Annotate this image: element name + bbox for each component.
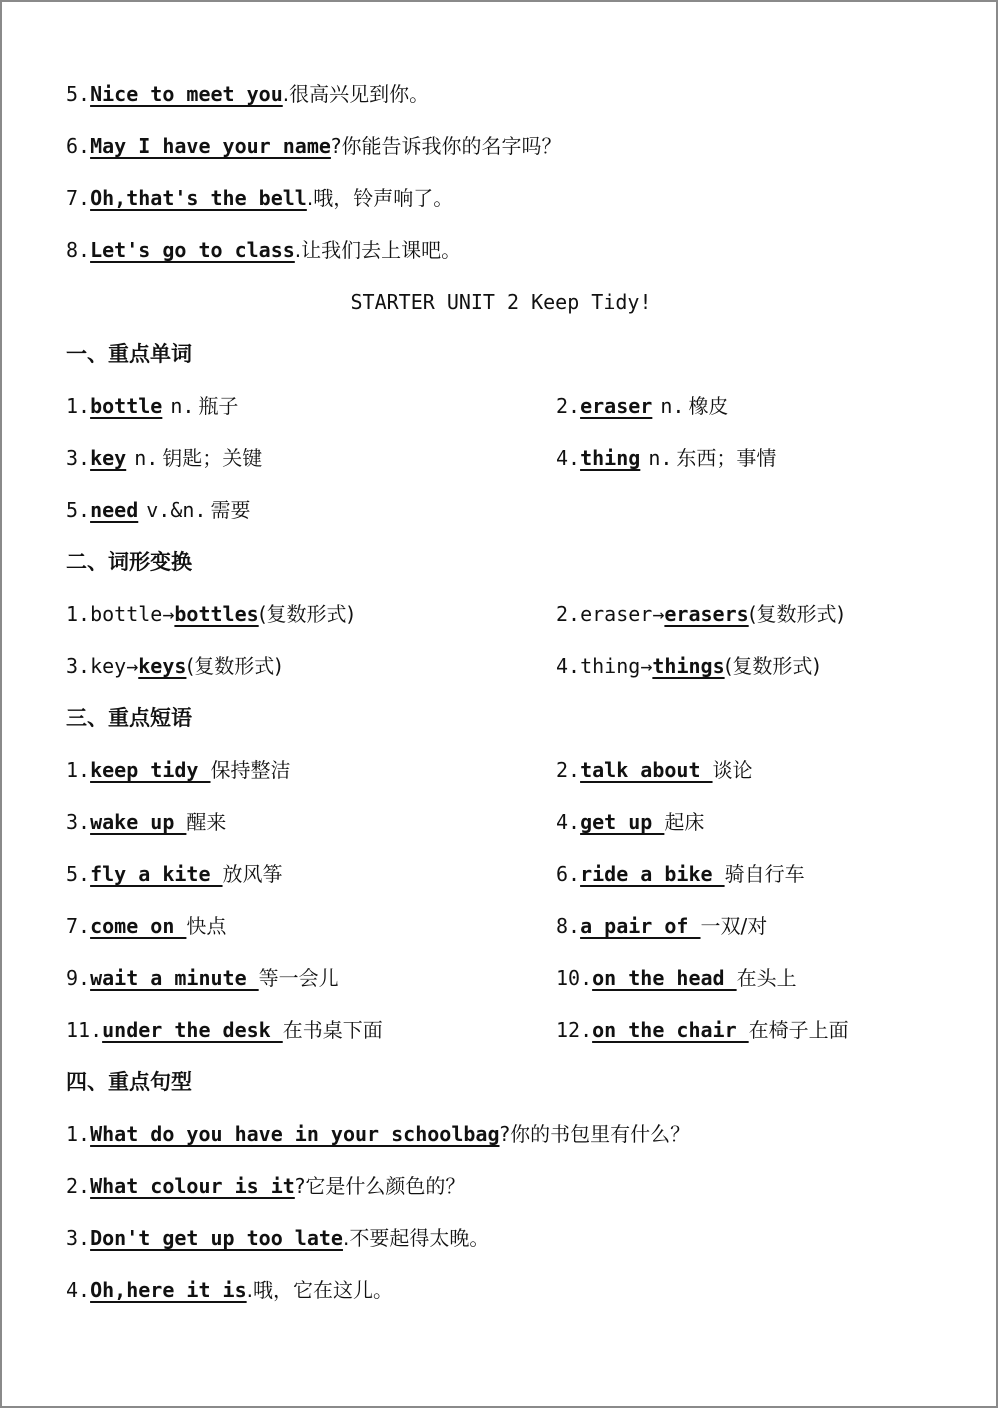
part-of-speech: v.&n. xyxy=(146,498,207,522)
word-item xyxy=(556,391,728,421)
item-number: 4. xyxy=(556,654,581,678)
item-number: 4. xyxy=(66,1278,91,1302)
chinese-meaning: 钥匙；关键 xyxy=(162,446,263,470)
answer-text: What do you have in your schoolbag xyxy=(90,1122,500,1146)
base-word: bottle xyxy=(90,602,163,626)
item-number: 1. xyxy=(66,602,91,626)
answer-text: bottle xyxy=(90,394,163,418)
item-number: 8. xyxy=(556,914,581,938)
answer-text: talk about xyxy=(580,758,713,782)
answer-text: Nice to meet you xyxy=(90,82,283,106)
chinese-translation: .让我们去上课吧。 xyxy=(294,238,462,262)
answer-text: What colour is it xyxy=(90,1174,295,1198)
chinese-meaning: 在头上 xyxy=(736,966,797,990)
answer-text: on the head xyxy=(592,966,737,990)
sentence-item xyxy=(66,1119,690,1149)
chinese-meaning: 在椅子上面 xyxy=(748,1018,849,1042)
answer-text: need xyxy=(90,498,139,522)
item-number: 12. xyxy=(556,1018,593,1042)
chinese-meaning: 一双/对 xyxy=(700,914,768,938)
phrase-item xyxy=(556,755,753,785)
answer-text: a pair of xyxy=(580,914,701,938)
word-item xyxy=(556,443,776,473)
item-number: 2. xyxy=(556,758,581,782)
answer-text: key xyxy=(90,446,127,470)
right-arrow-icon: → xyxy=(652,602,665,626)
phrase-item xyxy=(556,859,805,889)
answer-text: thing xyxy=(580,446,641,470)
item-number: 8. xyxy=(66,238,91,262)
chinese-translation: .哦，它在这儿。 xyxy=(246,1278,393,1302)
answer-text: keys xyxy=(138,654,187,678)
answer-text: Don't get up too late xyxy=(90,1226,343,1250)
item-number: 5. xyxy=(66,498,91,522)
answer-text: fly a kite xyxy=(90,862,223,886)
item-number: 7. xyxy=(66,914,91,938)
item-number: 6. xyxy=(556,862,581,886)
chinese-meaning: 谈论 xyxy=(712,758,753,782)
sentence-item xyxy=(66,235,461,265)
chinese-meaning: 瓶子 xyxy=(198,394,239,418)
item-number: 5. xyxy=(66,862,91,886)
form-note: (复数形式) xyxy=(748,602,845,626)
item-number: 5. xyxy=(66,82,91,106)
answer-text: come on xyxy=(90,914,187,938)
sentence-item xyxy=(66,131,562,161)
phrase-item xyxy=(66,911,226,941)
answer-text: wait a minute xyxy=(90,966,259,990)
phrase-item xyxy=(66,963,339,993)
phrase-item xyxy=(556,807,704,837)
phrase-item xyxy=(66,1015,383,1045)
right-arrow-icon: → xyxy=(640,654,653,678)
form-item xyxy=(556,651,820,681)
phrase-item xyxy=(66,807,226,837)
base-word: thing xyxy=(580,654,641,678)
item-number: 2. xyxy=(556,394,581,418)
chinese-translation: ?它是什么颜色的？ xyxy=(294,1174,466,1198)
phrase-item xyxy=(556,1015,849,1045)
answer-text: wake up xyxy=(90,810,187,834)
phrase-item xyxy=(556,963,797,993)
part-of-speech: n. xyxy=(648,446,673,470)
section-heading-forms: 二、词形变换 xyxy=(66,550,192,574)
sentence-item xyxy=(66,1171,465,1201)
chinese-translation: .不要起得太晚。 xyxy=(342,1226,490,1250)
chinese-meaning: 保持整洁 xyxy=(210,758,291,782)
phrase-item xyxy=(66,859,283,889)
answer-text: Oh,here it is xyxy=(90,1278,247,1302)
item-number: 3. xyxy=(66,810,91,834)
part-of-speech: n. xyxy=(660,394,685,418)
unit-title: STARTER UNIT 2 Keep Tidy! xyxy=(350,290,652,314)
form-item xyxy=(556,599,844,629)
item-number: 6. xyxy=(66,134,91,158)
answer-text: May I have your name xyxy=(90,134,331,158)
word-item xyxy=(66,443,262,473)
sentence-item xyxy=(66,1223,489,1253)
item-number: 1. xyxy=(66,758,91,782)
chinese-meaning: 醒来 xyxy=(186,810,227,834)
chinese-meaning: 东西；事情 xyxy=(676,446,777,470)
right-arrow-icon: → xyxy=(162,602,175,626)
item-number: 11. xyxy=(66,1018,103,1042)
form-item xyxy=(66,651,282,681)
answer-text: under the desk xyxy=(102,1018,283,1042)
item-number: 4. xyxy=(556,810,581,834)
phrase-item xyxy=(66,755,291,785)
form-note: (复数形式) xyxy=(724,654,821,678)
phrase-item xyxy=(556,911,767,941)
chinese-meaning: 橡皮 xyxy=(688,394,729,418)
item-number: 10. xyxy=(556,966,593,990)
form-note: (复数形式) xyxy=(258,602,355,626)
chinese-meaning: 在书桌下面 xyxy=(282,1018,383,1042)
answer-text: keep tidy xyxy=(90,758,211,782)
item-number: 3. xyxy=(66,654,91,678)
answer-text: things xyxy=(652,654,725,678)
chinese-translation: ?你能告诉我你的名字吗？ xyxy=(330,134,562,158)
sentence-item xyxy=(66,1275,393,1305)
word-item xyxy=(66,495,250,525)
section-heading-phrases: 三、重点短语 xyxy=(66,706,192,730)
form-item xyxy=(66,599,354,629)
word-item xyxy=(66,391,238,421)
chinese-meaning: 放风筝 xyxy=(222,862,283,886)
chinese-meaning: 需要 xyxy=(210,498,251,522)
answer-text: erasers xyxy=(664,602,749,626)
base-word: key xyxy=(90,654,127,678)
answer-text: Oh,that's the bell xyxy=(90,186,307,210)
sentence-item xyxy=(66,183,453,213)
answer-text: Let's go to class xyxy=(90,238,295,262)
item-number: 4. xyxy=(556,446,581,470)
sentence-item xyxy=(66,79,429,109)
item-number: 7. xyxy=(66,186,91,210)
item-number: 3. xyxy=(66,1226,91,1250)
answer-text: eraser xyxy=(580,394,653,418)
chinese-meaning: 等一会儿 xyxy=(258,966,339,990)
form-note: (复数形式) xyxy=(186,654,283,678)
answer-text: on the chair xyxy=(592,1018,749,1042)
part-of-speech: n. xyxy=(134,446,159,470)
section-heading-words: 一、重点单词 xyxy=(66,342,192,366)
item-number: 3. xyxy=(66,446,91,470)
part-of-speech: n. xyxy=(170,394,195,418)
item-number: 2. xyxy=(66,1174,91,1198)
base-word: eraser xyxy=(580,602,653,626)
right-arrow-icon: → xyxy=(126,654,139,678)
answer-text: ride a bike xyxy=(580,862,725,886)
chinese-meaning: 快点 xyxy=(186,914,227,938)
item-number: 9. xyxy=(66,966,91,990)
item-number: 2. xyxy=(556,602,581,626)
chinese-translation: .很高兴见到你。 xyxy=(282,82,430,106)
section-heading-sentences: 四、重点句型 xyxy=(66,1070,192,1094)
item-number: 1. xyxy=(66,394,91,418)
chinese-translation: .哦，铃声响了。 xyxy=(306,186,454,210)
chinese-translation: ?你的书包里有什么？ xyxy=(499,1122,691,1146)
answer-text: bottles xyxy=(174,602,259,626)
answer-text: get up xyxy=(580,810,665,834)
chinese-meaning: 骑自行车 xyxy=(724,862,805,886)
chinese-meaning: 起床 xyxy=(664,810,705,834)
item-number: 1. xyxy=(66,1122,91,1146)
